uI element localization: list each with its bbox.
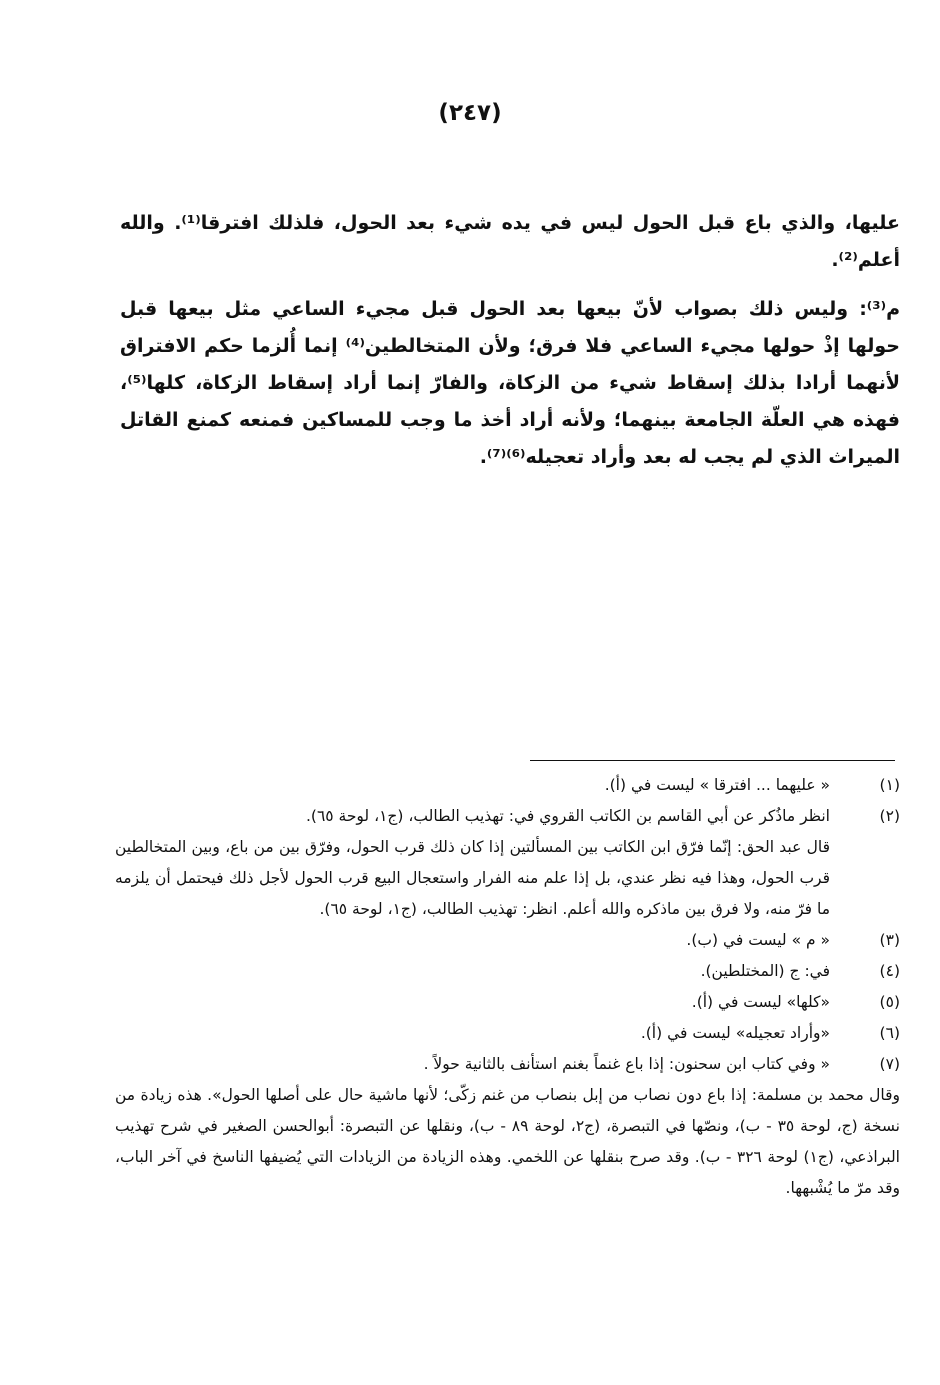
footnote-text: في: ج (المختلطين). — [700, 962, 830, 980]
footnote-item — [115, 925, 900, 956]
footnote-number: (٦) — [879, 1024, 900, 1042]
footnote-continuation: قال عبد الحق: إنّما فرّق ابن الكاتب بين المسألتين إذا كان ذلك قرب الحول، وفرّق بين من باع، وبين المتخالطين قرب الحول، وهذا فيه نظر عندي، بل إذا علم منه الفرار واستعجال البيع قرب الحول لأجل ذلك فيحتمل أن يلزمه ما فرّ منه، ولا فرق بين ماذكره والله أعلم. انظر: تهذيب الطالب، (ج١، لوحة ٦٥). — [115, 838, 830, 918]
footnote-item — [115, 1049, 900, 1080]
footnote-continuation: وقال محمد بن مسلمة: إذا باع دون نصاب من إبل بنصاب من غنم زكّى؛ لأنها ماشية حال على أصلها الحول». هذه زيادة من نسخة (ج، لوحة ٣٥ - ب)، ونصّها في التبصرة، (ج٢، لوحة ٨٩ - ب)، ونقلها عن التبصرة: أبوالحسن الصغير في شرح تهذيب البراذعي، (ج١) لوحة ٣٢٦ - ب). وقد صرح بنقلها عن اللخمي. وهذه الزيادة من الزيادات التي يُضيفها الناسخ في آخر الباب، وقد مرّ ما يُشْبهها. — [115, 1086, 900, 1197]
paragraph: م⁽³⁾: وليس ذلك بصواب لأنّ بيعها بعد الحول قبل مجيء الساعي مثل بيعها قبل حولها إذْ حولها مجيء الساعي فلا فرق؛ ولأن المتخالطين⁽⁴⁾ إنما أُلزما حكم الافتراق لأنهما أرادا بذلك إسقاط شيء من الزكاة، والفارّ إنما أراد إسقاط الزكاة، كلها⁽⁵⁾، فهذه هي العلّة الجامعة بينهما؛ ولأنه أراد أخذ ما وجب للمساكين فمنعه كمنع القاتل الميراث الذي لم يجب له بعد وأراد تعجيله⁽⁶⁾⁽⁷⁾. — [120, 298, 900, 468]
footnote-item — [115, 801, 900, 832]
footnote-text: انظر ماذُكر عن أبي القاسم بن الكاتب القروي في: تهذيب الطالب، (ج١، لوحة ٦٥). — [305, 807, 830, 825]
footnote-text: « عليهما ... افترقا » ليست في (أ). — [604, 776, 830, 794]
footnote-number: (٥) — [879, 993, 900, 1011]
footnote-text: « م » ليست في (ب). — [686, 931, 830, 949]
footnote-separator — [530, 760, 895, 761]
page-number: (٢٤٧) — [438, 100, 502, 126]
footnote-number: (٣) — [879, 931, 900, 949]
footnote-number: (١) — [879, 776, 900, 794]
footnote-item — [115, 987, 900, 1018]
footnote-number: (٤) — [879, 962, 900, 980]
main-text — [120, 205, 900, 476]
footnote-text: «وأراد تعجيله» ليست في (أ). — [640, 1024, 830, 1042]
footnotes — [115, 770, 900, 1204]
footnote-item — [115, 770, 900, 801]
footnote-item — [115, 956, 900, 987]
footnote-number: (٢) — [879, 807, 900, 825]
footnote-text: « وفي كتاب ابن سحنون: إذا باع غنماً بغنم استأنف بالثانية حولاً . — [423, 1055, 830, 1073]
footnote-item — [115, 1018, 900, 1049]
footnote-text: «كلها» ليست في (أ). — [691, 993, 830, 1011]
footnote-number: (٧) — [879, 1055, 900, 1073]
paragraph: عليها، والذي باع قبل الحول ليس في يده شيء بعد الحول، فلذلك افترقا⁽¹⁾. والله أعلم⁽²⁾. — [120, 212, 900, 271]
